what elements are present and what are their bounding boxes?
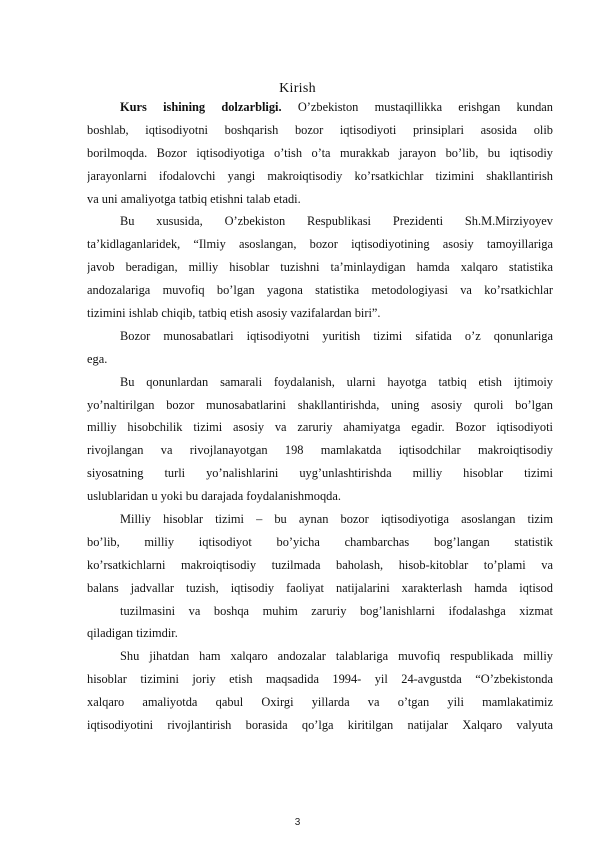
text-line — [87, 394, 553, 417]
line-text: ega. — [87, 351, 108, 366]
text-line — [87, 188, 553, 211]
paragraph — [87, 600, 553, 646]
paragraph — [87, 279, 553, 325]
text-line — [87, 668, 553, 691]
line-text: Bozor munosabatlari iqtisodiyotni yuritish tizimi sifatida o’z qonunlariga — [120, 328, 553, 343]
line-text: ko’rsatkichlarni makroiqtisodiy tuzilmada baholash, hisob-kitoblar to’plami va — [87, 557, 553, 572]
line-text: tizimini ishlab chiqib, tatbiq etish asosiy vazifalardan biri”. — [87, 306, 381, 321]
line-text: bo’lib, milliy iqtisodiyot bo’yicha chambarchas bog’langan statistik — [87, 534, 553, 549]
line-text: Shu jihatdan ham xalqaro andozalar talablariga muvofiq respublikada milliy — [120, 649, 553, 664]
text-line — [87, 691, 553, 714]
paragraph — [87, 508, 553, 600]
line-text: ta’kidlaganlaridek, “Ilmiy asoslangan, bozor iqtisodiyotining asosiy tamoyillariga — [87, 237, 553, 252]
page-number: 3 — [294, 817, 301, 828]
text-line — [87, 462, 553, 485]
paragraph — [87, 96, 553, 210]
line-text: Milliy hisoblar tizimi – bu aynan bozor iqtisodiyotiga asoslangan tizim — [120, 512, 553, 527]
line-text: andozalariga muvofiq bo’lgan yagona statistika metodologiyasi va ko’rsatkichlar — [87, 283, 553, 298]
text-line — [87, 256, 553, 279]
line-text: xalqaro amaliyotda qabul Oxirgi yillarda va o’tgan yili mamlakatimiz — [87, 695, 553, 710]
text-line — [87, 279, 553, 302]
line-text: iqtisodiyotini rivojlantirish borasida qo’lga kiritilgan natijalar Xalqaro valyuta — [87, 718, 553, 733]
text-line — [87, 622, 553, 645]
document-body — [87, 96, 553, 737]
text-line — [87, 348, 553, 371]
line-text: rivojlangan va rivojlanayotgan 198 mamlakatda iqtisodchilar makroiqtisodiy — [87, 443, 553, 458]
line-text: tuzilmasini va boshqa muhim zaruriy bog’lanishlarni ifodalashga xizmat — [120, 603, 553, 618]
line-text: Bu qonunlardan samarali foydalanish, ularni hayotga tatbiq etish ijtimoiy — [120, 374, 553, 389]
line-text: milliy hisobchilik tizimi asosiy va zaruriy ahamiyatga egadir. Bozor iqtisodiyoti — [87, 420, 553, 435]
paragraph — [87, 645, 553, 737]
line-text: balans jadvallar tuzish, iqtisodiy faoliyat natijalarini xarakterlash hamda iqtisod — [87, 580, 553, 595]
page-title: Kirish — [279, 81, 316, 96]
text-line — [120, 508, 553, 531]
line-text: va uni amaliyotga tatbiq etishni talab etadi. — [87, 191, 301, 206]
line-text: uslublaridan u yoki bu darajada foydalanishmoqda. — [87, 489, 341, 504]
text-line — [87, 119, 553, 142]
text-line — [87, 142, 553, 165]
line-text: boshlab, iqtisodiyotni boshqarish bozor iqtisodiyoti prinsiplari asosida olib — [87, 122, 553, 137]
paragraph — [87, 210, 553, 279]
text-line — [87, 714, 553, 737]
text-line — [87, 165, 553, 188]
text-line — [87, 531, 553, 554]
text-line — [87, 439, 553, 462]
text-line — [87, 416, 553, 439]
text-line — [87, 302, 553, 325]
text-line — [87, 554, 553, 577]
line-text: jarayonlarni ifodalovchi yangi makroiqtisodiy ko’rsatkichlar tizimini shakllantirish — [87, 168, 553, 183]
text-line — [87, 485, 553, 508]
text-line — [120, 645, 553, 668]
text-line — [120, 96, 553, 119]
text-line — [120, 325, 553, 348]
paragraph-lead: Kurs ishining dolzarbligi. — [120, 100, 282, 114]
line-text: O’zbekiston mustaqillikka erishgan kundan — [281, 100, 553, 114]
paragraph — [87, 371, 553, 508]
line-text: javob beradigan, milliy hisoblar tuzishni ta’minlaydigan hamda xalqaro statistika — [87, 260, 553, 275]
text-line — [120, 600, 553, 623]
text-line — [120, 210, 553, 233]
line-text: yo’naltirilgan bozor munosabatlarini shakllantirishda, uning asosiy quroli bo’lgan — [87, 397, 553, 412]
text-line — [87, 233, 553, 256]
text-line — [120, 371, 553, 394]
line-text: borilmoqda. Bozor iqtisodiyotiga o’tish o’ta murakkab jarayon bo’lib, bu iqtisodiy — [87, 145, 553, 160]
line-text: qiladigan tizimdir. — [87, 626, 178, 641]
paragraph — [87, 325, 553, 371]
line-text: hisoblar tizimini joriy etish maqsadida 1994- yil 24-avgustda “O’zbekistonda — [87, 672, 553, 687]
line-text: Bu xususida, O’zbekiston Respublikasi Prezidenti Sh.M.Mirziyoyev — [120, 214, 553, 229]
text-line — [87, 577, 553, 600]
line-text: siyosatning turli yo’nalishlarini uyg’unlashtirishda milliy hisoblar tizimi — [87, 466, 553, 481]
